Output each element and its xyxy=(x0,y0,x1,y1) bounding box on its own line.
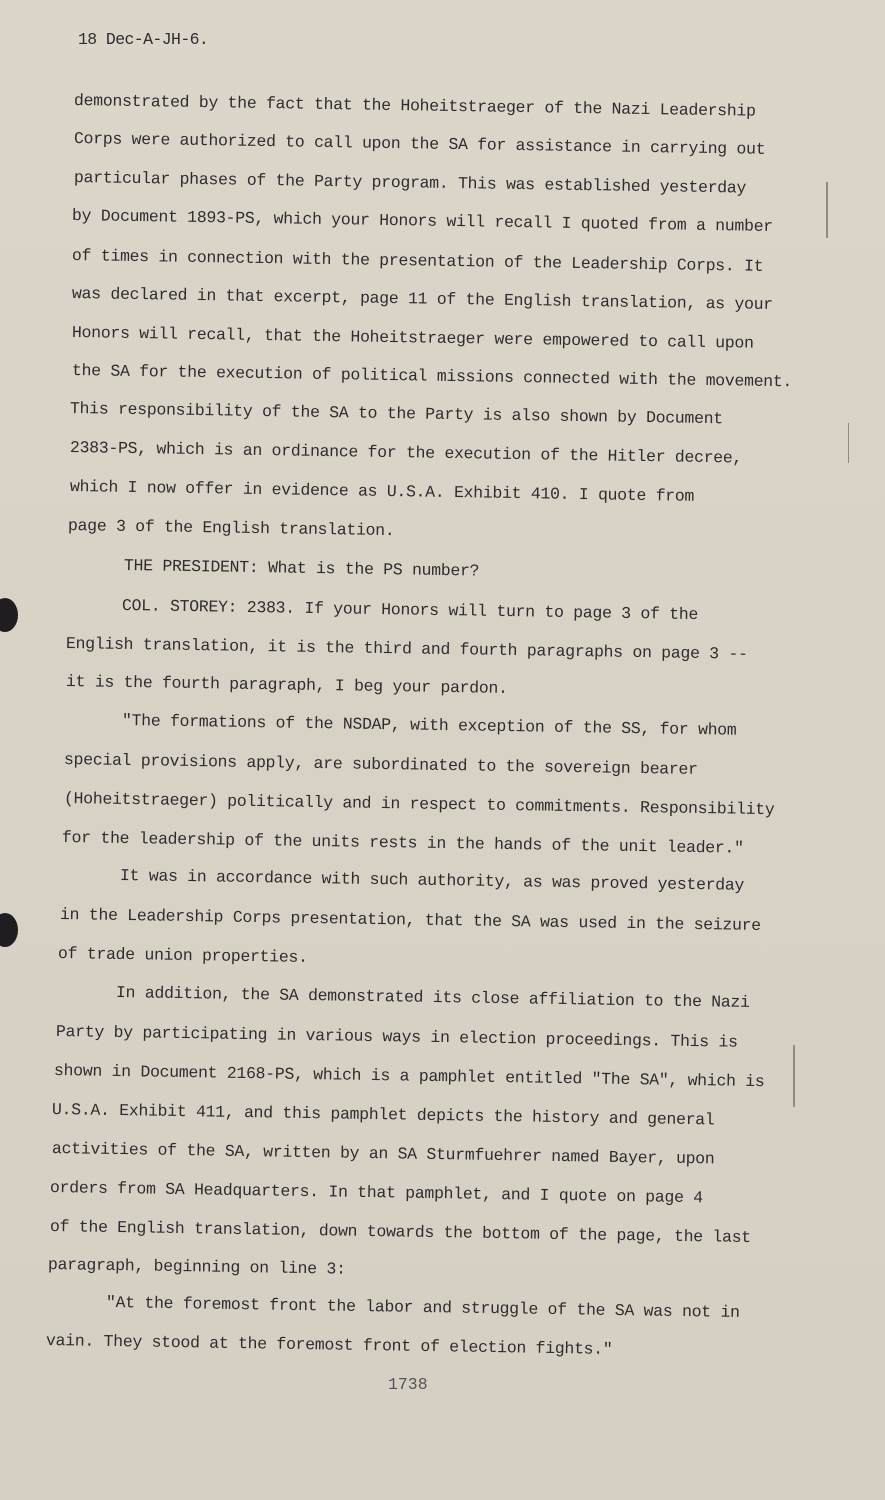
text-line: special provisions apply, are subordinated to the sovereign bearer xyxy=(63,750,698,779)
margin-mark xyxy=(826,182,828,238)
page-number: 1738 xyxy=(388,1375,428,1394)
text-line: of times in connection with the presentation of the Leadership Corps. It xyxy=(71,246,764,276)
binder-hole-top xyxy=(0,598,18,632)
text-line: 2383-PS, which is an ordinance for the execution of the Hitler decree, xyxy=(69,438,743,468)
page-header: 18 Dec-A-JH-6. xyxy=(78,30,209,49)
text-line: of trade union properties. xyxy=(57,944,308,967)
text-line: of the English translation, down towards the bottom of the page, the last xyxy=(49,1217,751,1248)
text-line: In addition, the SA demonstrated its close affiliation to the Nazi xyxy=(115,983,750,1012)
text-line: Party by participating in various ways in election proceedings. This is xyxy=(55,1022,738,1052)
text-line: orders from SA Headquarters. In that pamphlet, and I quote on page 4 xyxy=(49,1178,703,1208)
text-line: the SA for the execution of political missions connected with the movement. xyxy=(71,361,793,392)
margin-mark xyxy=(793,1045,795,1107)
text-line: Corps were authorized to call upon the SA for assistance in carrying out xyxy=(73,129,766,159)
text-line: shown in Document 2168-PS, which is a pamphlet entitled "The SA", which is xyxy=(53,1061,765,1092)
text-line: "The formations of the NSDAP, with exception of the SS, for whom xyxy=(121,711,737,740)
text-line: THE PRESIDENT: What is the PS number? xyxy=(123,556,480,581)
text-line: (Hoheitstraeger) politically and in respect to commitments. Responsibility xyxy=(63,789,775,820)
margin-mark xyxy=(848,423,849,463)
text-line: demonstrated by the fact that the Hoheitstraeger of the Nazi Leadership xyxy=(73,91,756,121)
text-line: was declared in that excerpt, page 11 of the English translation, as your xyxy=(71,284,773,315)
text-line: paragraph, beginning on line 3: xyxy=(47,1255,346,1279)
text-line: in the Leadership Corps presentation, that the SA was used in the seizure xyxy=(59,905,761,936)
text-line: it is the fourth paragraph, I beg your pardon. xyxy=(65,672,508,698)
text-line: for the leadership of the units rests in the hands of the unit leader." xyxy=(61,828,744,858)
text-line: This responsibility of the SA to the Party is also shown by Document xyxy=(69,399,723,429)
text-line: English translation, it is the third and fourth paragraphs on page 3 -- xyxy=(65,634,748,664)
binder-hole-bottom xyxy=(0,913,18,947)
text-line: page 3 of the English translation. xyxy=(67,516,395,541)
text-line: COL. STOREY: 2383. If your Honors will turn to page 3 of the xyxy=(121,596,699,625)
text-line: activities of the SA, written by an SA Sturmfuehrer named Bayer, upon xyxy=(51,1139,715,1169)
text-line: Honors will recall, that the Hoheitstraeger were empowered to call upon xyxy=(71,323,754,353)
text-line: vain. They stood at the foremost front of election fights." xyxy=(45,1331,613,1359)
text-line: particular phases of the Party program. This was established yesterday xyxy=(73,168,747,198)
text-line: which I now offer in evidence as U.S.A. Exhibit 410. I quote from xyxy=(69,477,695,506)
text-line: "At the foremost front the labor and struggle of the SA was not in xyxy=(105,1293,740,1322)
text-line: It was in accordance with such authority, as was proved yesterday xyxy=(119,866,745,895)
text-line: U.S.A. Exhibit 411, and this pamphlet depicts the history and general xyxy=(51,1100,715,1130)
text-line: by Document 1893-PS, which your Honors will recall I quoted from a number xyxy=(71,206,773,237)
